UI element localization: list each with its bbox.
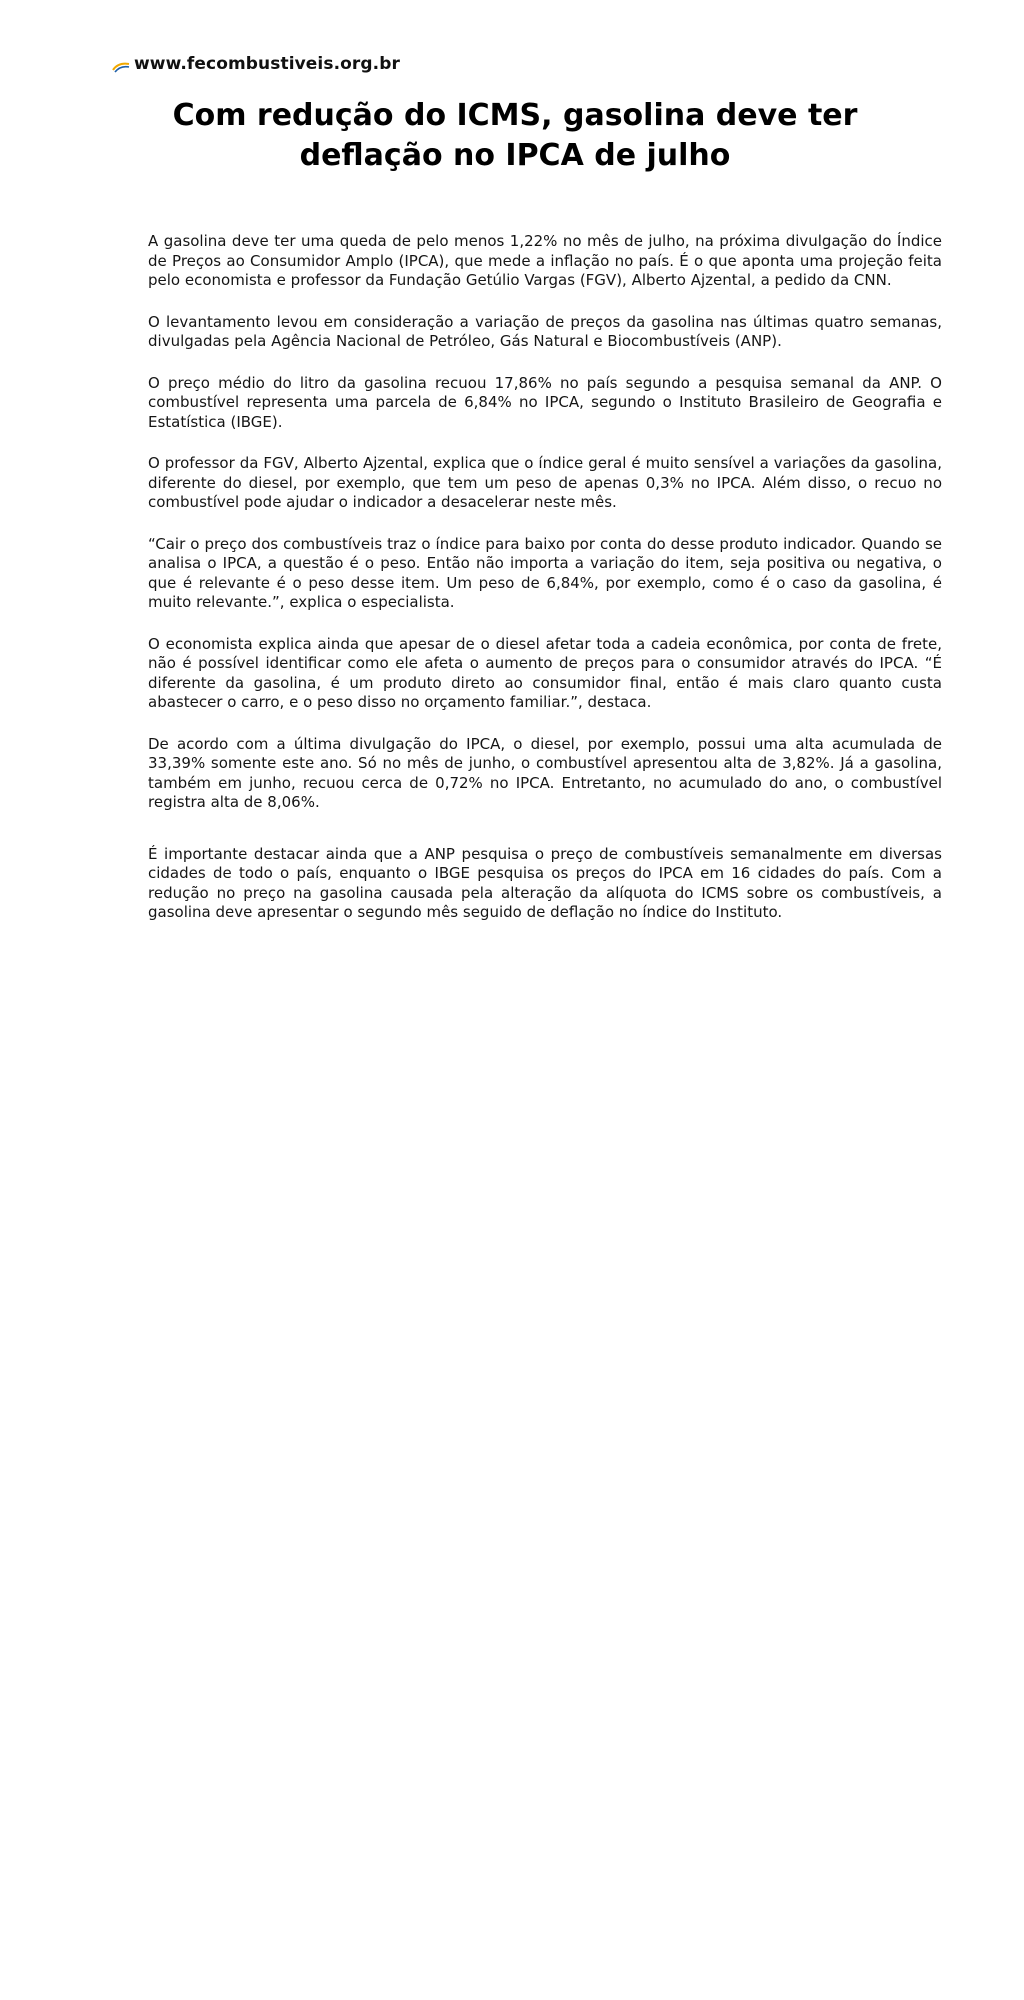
article-paragraph: O levantamento levou em consideração a variação de preços da gasolina nas últimas quatro semanas, divulgadas pela Agência Nacional de Petróleo, Gás Natural e Biocombustíveis (ANP).	[148, 312, 942, 350]
article-paragraph: O professor da FGV, Alberto Ajzental, explica que o índice geral é muito sensível a variações da gasolina, diferente do diesel, por exemplo, que tem um peso de apenas 0,3% no IPCA. Além disso, o recuo no combustível pode ajudar o indicador a desacelerar neste mês.	[148, 454, 942, 511]
article-title: Com redução do ICMS, gasolina deve ter deflação no IPCA de julho	[172, 98, 858, 173]
site-url[interactable]: www.fecombustiveis.org.br	[134, 54, 400, 74]
article-body	[148, 232, 942, 945]
article-paragraph: O economista explica ainda que apesar de o diesel afetar toda a cadeia econômica, por conta de frete, não é possível identificar como ele afeta o aumento de preços para o consumidor através do IPCA. “É diferente da gasolina, é um produto direto ao consumidor final, então é mais claro quanto custa abastecer o carro, e o peso disso no orçamento familiar.”, destaca.	[148, 634, 942, 711]
article-paragraph: O preço médio do litro da gasolina recuou 17,86% no país segundo a pesquisa semanal da ANP. O combustível representa uma parcela de 6,84% no IPCA, segundo o Instituto Brasileiro de Geografia e Estatística (IBGE).	[148, 373, 942, 431]
article-paragraph: A gasolina deve ter uma queda de pelo menos 1,22% no mês de julho, na próxima divulgação do Índice de Preços ao Consumidor Amplo (IPCA), que mede a inflação no país. É o que aponta uma projeção feita pelo economista e professor da Fundação Getúlio Vargas (FGV), Alberto Ajzental, a pedido da CNN.	[148, 232, 942, 289]
article-paragraph: É importante destacar ainda que a ANP pesquisa o preço de combustíveis semanalmente em diversas cidades de todo o país, enquanto o IBGE pesquisa os preços do IPCA em 16 cidades do país. Com a redução no preço na gasolina causada pela alteração da alíquota do ICMS sobre os combustíveis, a gasolina deve apresentar o segundo mês seguido de deflação no índice do Instituto.	[148, 844, 942, 921]
article-paragraph: “Cair o preço dos combustíveis traz o índice para baixo por conta do desse produto indicador. Quando se analisa o IPCA, a questão é o peso. Então não importa a variação do item, seja positiva ou negativa, o que é relevante é o peso desse item. Um peso de 6,84%, por exemplo, como é o caso da gasolina, é muito relevante.”, explica o especialista.	[148, 534, 942, 611]
article-paragraph: De acordo com a última divulgação do IPCA, o diesel, por exemplo, possui uma alta acumulada de 33,39% somente este ano. Só no mês de junho, o combustível apresentou alta de 3,82%. Já a gasolina, também em junho, recuou cerca de 0,72% no IPCA. Entretanto, no acumulado do ano, o combustível registra alta de 8,06%.	[148, 734, 942, 811]
fecombustiveis-logo-icon	[112, 58, 130, 70]
site-header	[112, 52, 400, 76]
